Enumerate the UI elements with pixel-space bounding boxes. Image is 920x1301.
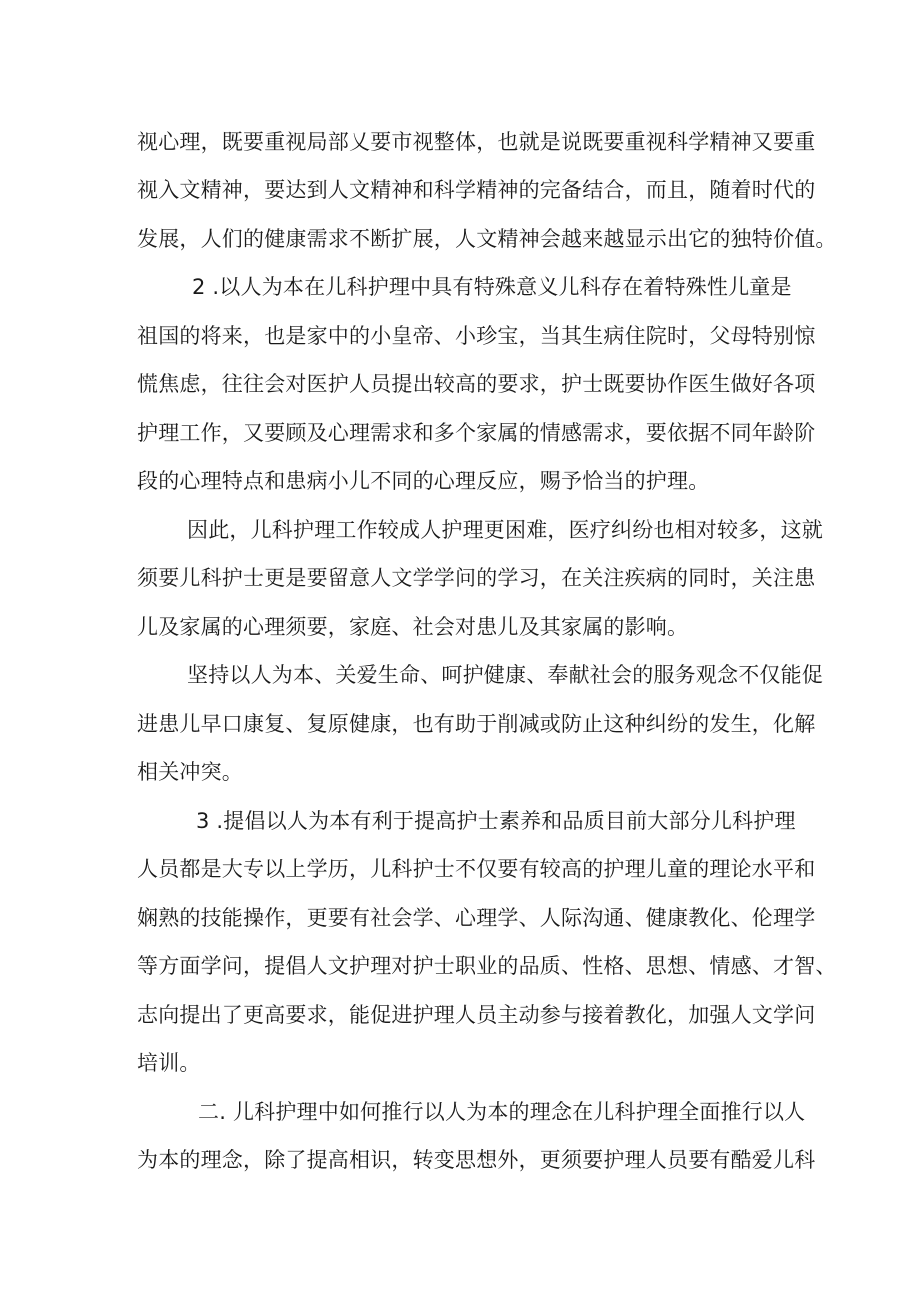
paragraph-2-line-5: 段的心理特点和患病小儿不同的心理反应，赐予恰当的护理。 [137,469,710,493]
paragraph-5-line-5: 志向提出了更高要求，能促进护理人员主动参与接着教化，加强人文学问 [137,1003,816,1027]
paragraph-5-line-4: 等方面学问，提倡人文护理对护士职业的品质、性格、思想、情感、才智、 [137,954,837,978]
paragraph-3-line-1: 因此，儿科护理工作较成人护理更困难，医疗纠纷也相对较多，这就 [187,518,823,542]
paragraph-3-line-3: 儿及家属的心理须要，家庭、社会对患儿及其家属的影响。 [137,615,689,639]
paragraph-5-line-2: 人员都是大专以上学历，儿科护士不仅要有较高的护理儿童的理论水平和 [137,857,816,881]
paragraph-3-line-2: 须要儿科护士更是要留意人文学学问的学习，在关注疾病的同时，关注患 [137,566,816,590]
paragraph-1-line-1: 视心理，既要重视局部乂要市视整体，也就是说既要重视科学精神又要重 [137,130,816,154]
paragraph-4-line-2: 进患儿早口康复、复原健康，也有助于削减或防止这种纠纷的发生，化解 [137,712,816,736]
paragraph-2-line-2: 祖国的将来，也是家中的小皇帝、小珍宝，当其生病住院时，父母特别惊 [137,324,816,348]
paragraph-5-line-6: 培训。 [137,1051,201,1075]
paragraph-5-line-1: 3 .提倡以人为本有利于提高护士素养和品质目前大部分儿科护理 [196,809,796,833]
paragraph-2-line-3: 慌焦虑，往往会对医护人员提出较高的要求，护士既要协作医生做好各项 [137,372,816,396]
paragraph-2-line-4: 护理工作，又要顾及心理需求和多个家属的情感需求，要依据不同年龄阶 [137,421,816,445]
paragraph-5-line-3: 娴熟的技能操作，更要有社会学、心理学、人际沟通、健康教化、伦理学 [137,906,816,930]
paragraph-1-line-3: 发展，人们的健康需求不断扩展，人文精神会越来越显示出它的独特价值。 [137,227,837,251]
paragraph-4-line-3: 相关冲突。 [137,760,243,784]
paragraph-1-line-2: 视入文精神，要达到人文精神和科学精神的完备结合，而且，随着时代的 [137,178,816,202]
paragraph-4-line-1: 坚持以人为本、关爱生命、呵护健康、奉献社会的服务观念不仅能促 [187,663,823,687]
section-heading-line-1: 二. 儿科护理中如何推行以人为本的理念在儿科护理全面推行以人 [198,1100,806,1124]
paragraph-2-line-1: 2 .以人为本在儿科护理中具有特殊意义儿科存在着特殊性儿童是 [192,275,792,299]
section-heading-line-2: 为本的理念，除了提高相识，转变思想外，更须要护理人员要有酷爱儿科 [137,1148,816,1172]
